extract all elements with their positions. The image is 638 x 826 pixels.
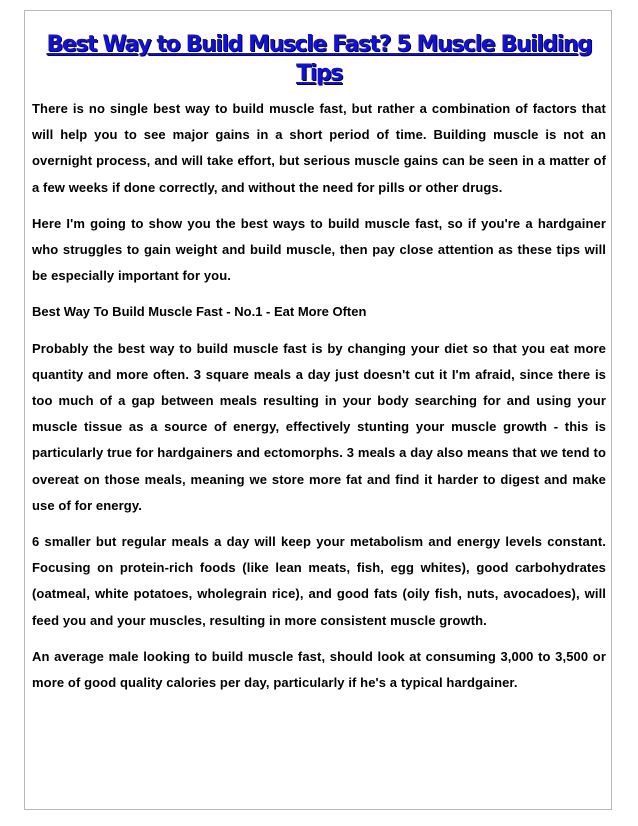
diet-paragraph: Probably the best way to build muscle fast is by changing your diet so that you eat more quantity and more often. 3 square meals a day just doesn't cut it I'm afraid, since there is too much of a gap between meals resulting in your body searching for and using your muscle tissue as a source of energy, effectively stunting your muscle growth - this is particularly true for hardgainers and ectomorphs. 3 meals a day also means that we tend to overeat on those meals, meaning we store more fat and find it harder to digest and make use of for energy. [32,340,606,513]
document-body [32,30,606,706]
document-title: Best Way to Build Muscle Fast? 5 Muscle Building Tips [46,32,592,86]
intro-paragraph: There is no single best way to build muscle fast, but rather a combination of factors that will help you to see major gains in a short period of time. Building muscle is not an overnight process, and will take effort, but serious muscle gains can be seen in a matter of a few weeks if done correctly, and without the need for pills or other drugs. [32,101,606,195]
hardgainer-paragraph: Here I'm going to show you the best ways to build muscle fast, so if you're a hardgainer who struggles to gain weight and build muscle, then pay close attention as these tips will be especially important for you. [32,215,606,284]
meals-paragraph: 6 smaller but regular meals a day will keep your metabolism and energy levels constant. Focusing on protein-rich foods (like lean meats, fish, egg whites), good carbohydrates (oatmeal, white potatoes, wholegrain rice), and good fats (oily fish, nuts, avocadoes), will feed you and your muscles, resulting in more consistent muscle growth. [32,534,606,628]
calories-paragraph: An average male looking to build muscle fast, should look at consuming 3,000 to 3,500 or more of good quality calories per day, particularly if he's a typical hardgainer. [32,648,606,691]
tip-1-heading: Best Way To Build Muscle Fast - No.1 - Eat More Often [32,304,367,320]
